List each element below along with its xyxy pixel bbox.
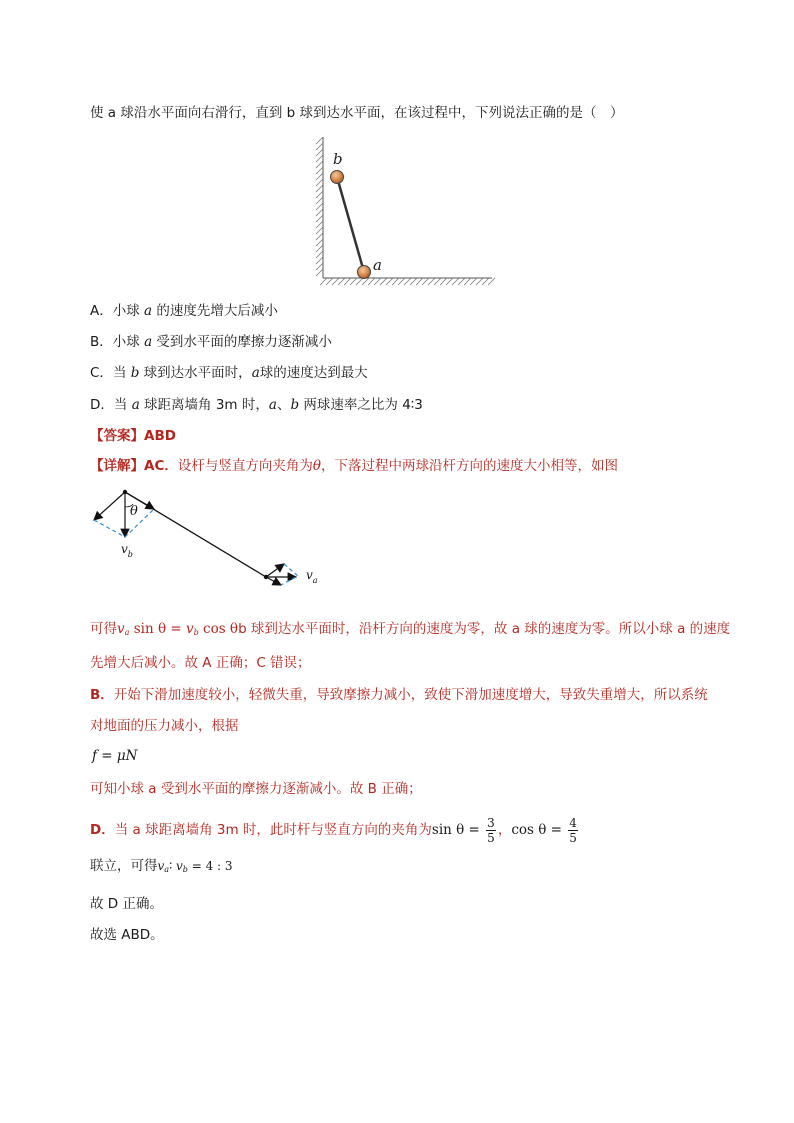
option-letter: A． [90, 303, 113, 319]
velocity-figure [88, 485, 328, 590]
explanation-d-conclusion: 故 D 正确。 [90, 896, 163, 912]
wall-rod-figure [310, 125, 500, 295]
option-letter: D． [90, 397, 114, 413]
final-answer: 故选 ABD。 [90, 927, 164, 943]
vb-label: $v_b$ [121, 542, 133, 559]
explanation-b-line-2: 对地面的压力减小，根据 [90, 718, 239, 734]
explanation-d-line: D．当 a 球距离墙角 3m 时，此时杆与竖直方向的夹角为sin θ = $\frac{3}{5}$ ，cos θ = $\frac{4}{5}$ [90, 816, 577, 845]
theta-label: θ [130, 504, 138, 519]
explanation-line-2: 先增大后减小。故 A 正确；C 错误； [90, 655, 311, 671]
option-c: C．当 b 球到达水平面时，a球的速度达到最大 [90, 365, 368, 381]
question-stem: 使 a 球沿水平面向右滑行，直到 b 球到达水平面，在该过程中，下列说法正确的是（ ） [90, 105, 624, 121]
explanation-line-1: 可得$v_a$ $\sin \theta = v_b$ cos θb 球到达水平面时，沿杆方向的速度为零，故 a 球的速度为零。所以小球 a 的速度 [90, 621, 731, 637]
ball-b [331, 171, 344, 184]
explanation-intro: 【详解】AC．设杆与竖直方向夹角为θ，下落过程中两球沿杆方向的速度大小相等，如图 [90, 458, 618, 474]
va-label: $v_a$ [306, 568, 318, 585]
wall-hatching [323, 137, 492, 278]
explanation-lianli: 联立，可得$v_a∶$ $v_b = 4$ : 3 [90, 858, 233, 874]
label-b: b [333, 150, 343, 168]
explanation-b-conclusion: 可知小球 a 受到水平面的摩擦力逐渐减小。故 B 正确； [90, 781, 422, 797]
option-letter: B． [90, 334, 113, 350]
explanation-b-line-1: B．开始下滑加速度较小，轻微失重，导致摩擦力减小，致使下滑加速度增大，导致失重增大，所以系统 [90, 687, 708, 703]
answer-line [90, 426, 176, 446]
explanation-label: 【详解】 [90, 458, 144, 474]
formula-friction: f = μN [92, 748, 138, 764]
option-b: B．小球 a 受到水平面的摩擦力逐渐减小 [90, 334, 332, 350]
ball-a [358, 266, 371, 279]
label-a: a [373, 256, 382, 274]
option-letter: C． [90, 365, 113, 381]
option-d: D．当 a 球距离墙角 3m 时，a、b 两球速率之比为 4∶3 [90, 397, 423, 413]
answer-value: ABD [144, 428, 176, 444]
answer-label: 【答案】 [90, 428, 144, 444]
option-a: A．小球 a 的速度先增大后减小 [90, 303, 278, 319]
rod [337, 177, 364, 272]
